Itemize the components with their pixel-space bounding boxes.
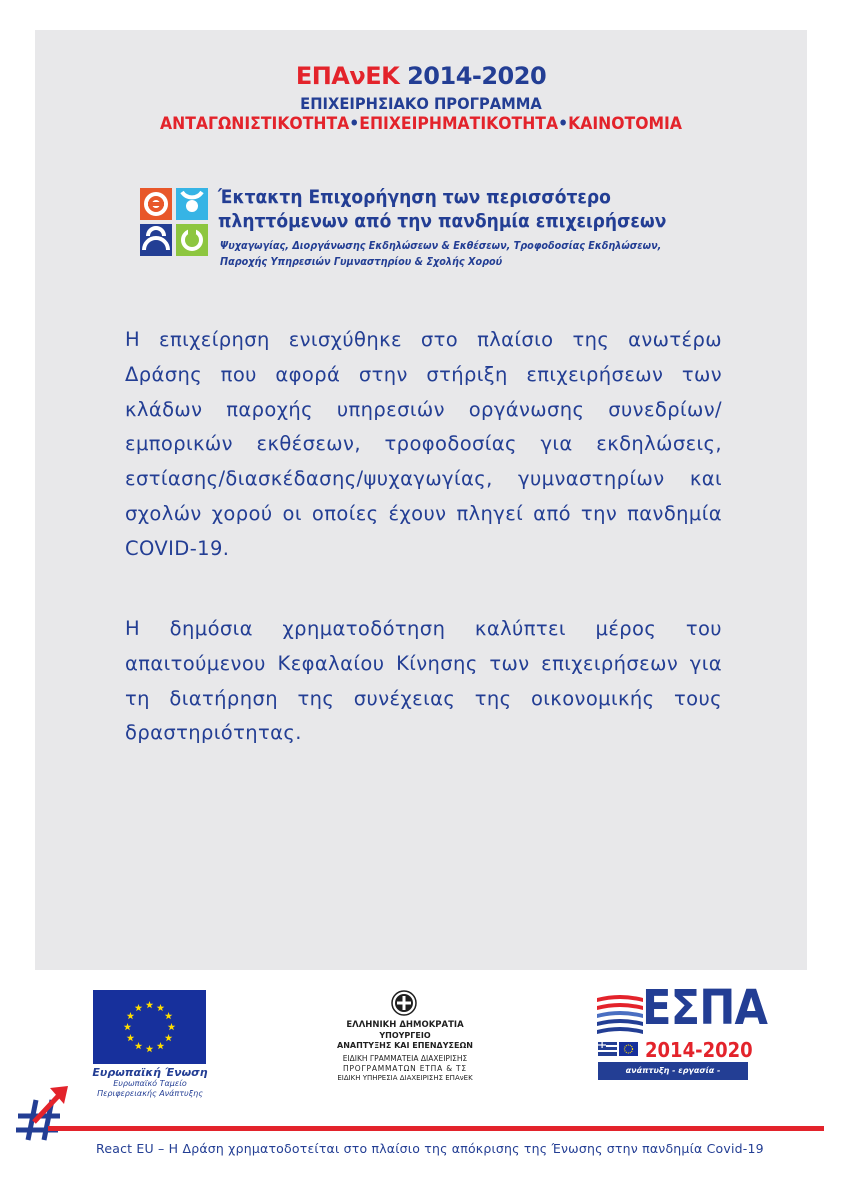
pillar-innovation: ΚΑΙΝΟΤΟΜΙΑ xyxy=(568,114,682,134)
program-pillars xyxy=(34,114,809,134)
pillar-competitiveness: ΑΝΤΑΓΩΝΙΣΤΙΚΟΤΗΤΑ xyxy=(160,114,350,134)
body-paragraph-1: Η επιχείρηση ενισχύθηκε στο πλαίσιο της ανωτέρω Δράσης που αφορά στην στήριξη επιχειρήσεων των κλάδων παροχής υπηρεσιών οργάνωσης συνεδρίων/εμπορικών εκθέσεων, τροφοδοσίας για εκδηλώσεις, εστίασης/διασκέδασης/ψυχαγωγίας, γυμναστηρίων και σχολών χορού οι οποίες έχουν πληγεί από την πανδημία COVID-19. xyxy=(125,328,722,560)
gov-republic: ΕΛΛΗΝΙΚΗ ΔΗΜΟΚΡΑΤΙΑ xyxy=(346,1020,464,1030)
greek-emblem-icon xyxy=(391,990,417,1016)
pillar-separator: • xyxy=(558,114,569,134)
program-years: 2014-2020 xyxy=(407,62,547,90)
greek-eu-flags-icon xyxy=(598,1042,638,1056)
gov-ministry: ΥΠΟΥΡΓΕΙΟ xyxy=(379,1031,431,1040)
action-logo-icon xyxy=(140,188,208,256)
espa-motto: ανάπτυξη - εργασία - αλληλεγγύη xyxy=(598,1062,748,1080)
eu-flag-icon xyxy=(93,990,206,1064)
eu-fund-line-2: Περιφερειακής Ανάπτυξης xyxy=(97,1089,203,1098)
espa-name: ΕΣΠΑ xyxy=(642,980,768,1036)
program-title xyxy=(0,62,842,90)
action-title-line-2: πληττόμενων από την πανδημία επιχειρήσεων xyxy=(218,210,667,232)
pillar-entrepreneurship: ΕΠΙΧΕΙΡΗΜΑΤΙΚΟΤΗΤΑ xyxy=(359,114,559,134)
espa-years: 2014-2020 xyxy=(645,1038,753,1062)
program-name: ΕΠΑνΕΚ xyxy=(295,62,400,90)
hashtag-arrow-icon xyxy=(14,1082,74,1144)
gov-service: ΕΙΔΙΚΗ ΥΠΗΡΕΣΙΑ ΔΙΑΧΕΙΡΙΣΗΣ ΕΠΑνΕΚ xyxy=(337,1074,473,1082)
gov-ministry-name: ΑΝΑΠΤΥΞΗΣ ΚΑΙ ΕΠΕΝΔΥΣΕΩΝ xyxy=(337,1041,473,1050)
eu-name: Ευρωπαϊκή Ένωση xyxy=(92,1066,208,1079)
pillar-separator: • xyxy=(349,114,360,134)
action-title-line-1: Έκτακτη Επιχορήγηση των περισσότερο xyxy=(218,186,611,208)
body-paragraph-2: Η δημόσια χρηματοδότηση καλύπτει μέρος του απαιτούμενου Κεφαλαίου Κίνησης των επιχειρήσεων για τη διατήρηση της συνέχειας της οικονομικής τους δραστηριότητας. xyxy=(125,617,722,745)
footer-divider xyxy=(48,1126,824,1131)
gov-secretariat: ΕΙΔΙΚΗ ΓΡΑΜΜΑΤΕΙΑ ΔΙΑΧΕΙΡΙΣΗΣ xyxy=(342,1054,468,1063)
gov-programmes: ΠΡΟΓΡΑΜΜΑΤΩΝ ΕΤΠΑ & ΤΣ xyxy=(343,1064,467,1073)
eu-fund-line-1: Ευρωπαϊκό Ταμείο xyxy=(113,1079,187,1088)
footer-note: React EU – Η Δράση χρηματοδοτείται στο πλαίσιο της απόκρισης της Ένωσης στην πανδημία Covid-19 xyxy=(96,1141,764,1156)
program-subtitle: ΕΠΙΧΕΙΡΗΣΙΑΚΟ ΠΡΟΓΡΑΜΜΑ xyxy=(300,94,542,113)
action-detail-line-2: Παροχής Υπηρεσιών Γυμναστηρίου & Σχολής Χορού xyxy=(220,256,503,268)
espa-swoosh-icon xyxy=(595,992,645,1040)
action-detail-line-1: Ψυχαγωγίας, Διοργάνωσης Εκδηλώσεων & Εκθέσεων, Τροφοδοσίας Εκδηλώσεων, xyxy=(220,240,662,252)
